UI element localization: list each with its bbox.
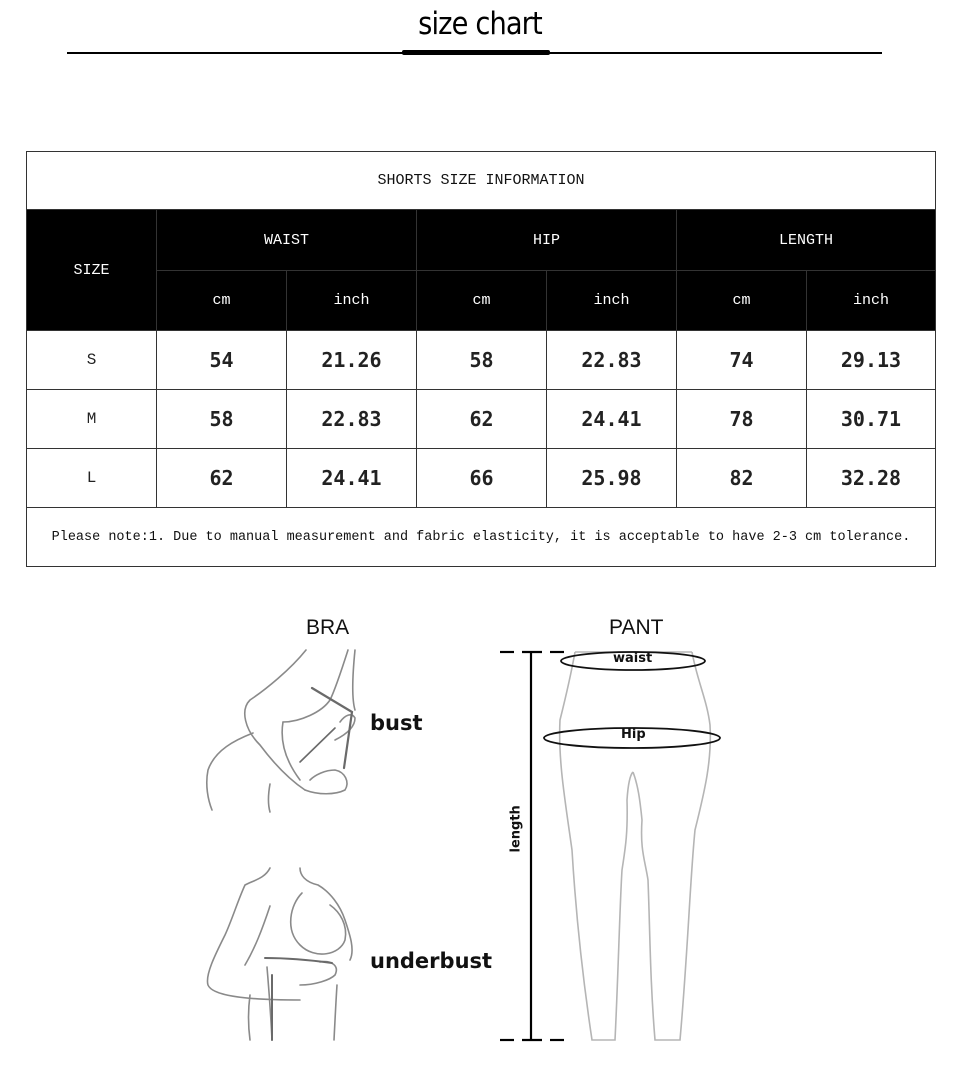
value-cell: 74 bbox=[677, 331, 807, 390]
unit-header: cm bbox=[417, 271, 547, 331]
value-cell: 24.41 bbox=[547, 390, 677, 449]
page-title: size chart bbox=[418, 6, 542, 42]
value-cell: 62 bbox=[417, 390, 547, 449]
value-cell: 24.41 bbox=[287, 449, 417, 508]
size-cell: M bbox=[27, 390, 157, 449]
pant-diagram-title: PANT bbox=[609, 616, 664, 639]
value-cell: 22.83 bbox=[287, 390, 417, 449]
bust-label: bust bbox=[370, 711, 423, 735]
length-header: LENGTH bbox=[677, 210, 936, 271]
value-cell: 66 bbox=[417, 449, 547, 508]
unit-header: cm bbox=[157, 271, 287, 331]
underbust-sketch bbox=[207, 868, 352, 1040]
hip-label: Hip bbox=[621, 727, 646, 742]
value-cell: 21.26 bbox=[287, 331, 417, 390]
length-label: length bbox=[508, 805, 524, 853]
value-cell: 62 bbox=[157, 449, 287, 508]
underbust-label: underbust bbox=[370, 949, 493, 973]
unit-header: cm bbox=[677, 271, 807, 331]
value-cell: 82 bbox=[677, 449, 807, 508]
value-cell: 54 bbox=[157, 331, 287, 390]
value-cell: 25.98 bbox=[547, 449, 677, 508]
value-cell: 32.28 bbox=[807, 449, 936, 508]
hip-header: HIP bbox=[417, 210, 677, 271]
size-cell: S bbox=[27, 331, 157, 390]
value-cell: 29.13 bbox=[807, 331, 936, 390]
value-cell: 78 bbox=[677, 390, 807, 449]
pant-sketch bbox=[560, 652, 711, 1040]
waist-header: WAIST bbox=[157, 210, 417, 271]
bust-sketch bbox=[207, 650, 355, 812]
waist-label: waist bbox=[613, 651, 653, 666]
bra-diagram-title: BRA bbox=[306, 616, 350, 639]
value-cell: 30.71 bbox=[807, 390, 936, 449]
tolerance-note: Please note:1. Due to manual measurement and fabric elasticity, it is acceptable to have 2-3 cm tolerance. bbox=[27, 508, 936, 567]
value-cell: 58 bbox=[157, 390, 287, 449]
unit-header: inch bbox=[547, 271, 677, 331]
unit-header: inch bbox=[807, 271, 936, 331]
unit-header: inch bbox=[287, 271, 417, 331]
value-cell: 22.83 bbox=[547, 331, 677, 390]
size-cell: L bbox=[27, 449, 157, 508]
value-cell: 58 bbox=[417, 331, 547, 390]
table-caption: SHORTS SIZE INFORMATION bbox=[27, 152, 936, 210]
size-header: SIZE bbox=[27, 210, 157, 331]
